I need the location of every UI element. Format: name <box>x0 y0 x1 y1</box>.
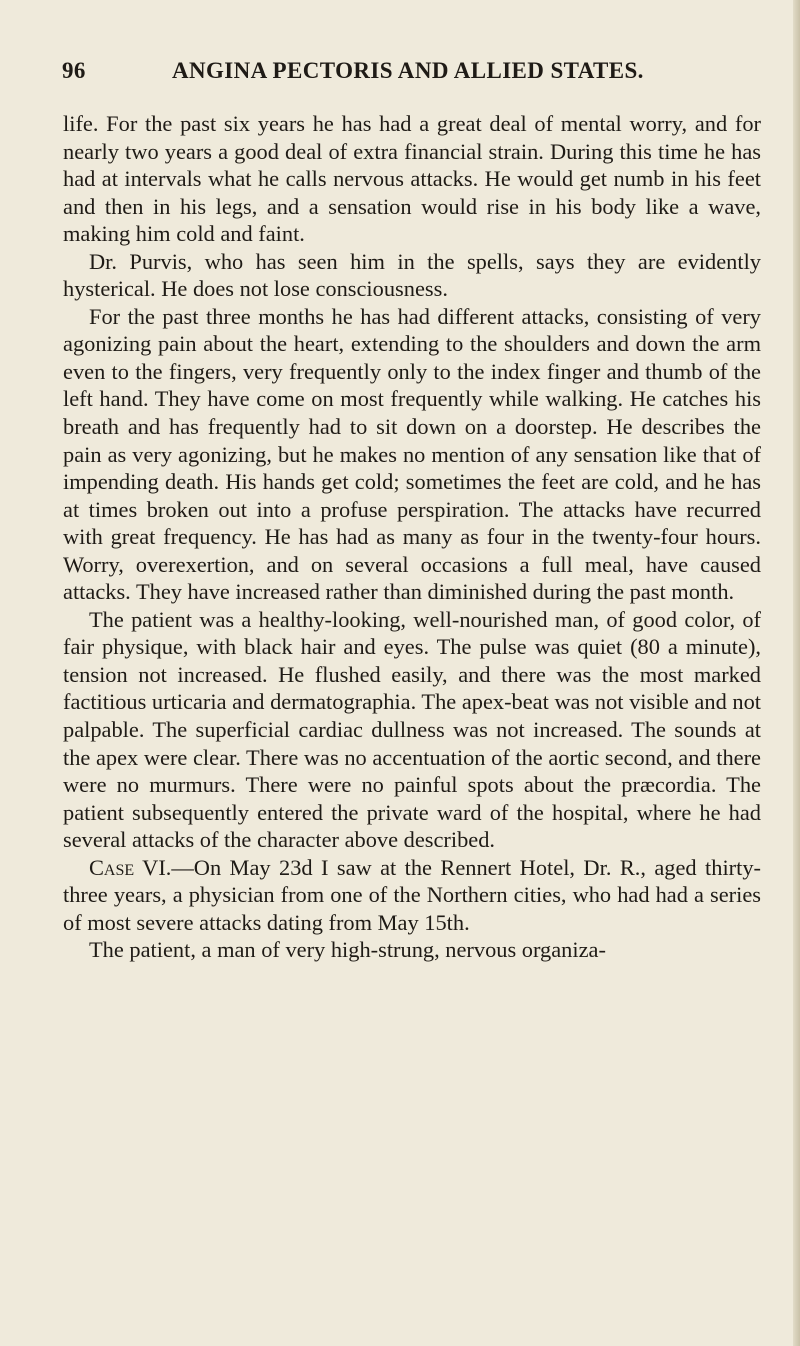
body-text <box>63 110 761 964</box>
paragraph-examination: The patient was a healthy-looking, well-nourished man, of good color, of fair physique, with black hair and eyes. The pulse was quiet (80 a minute), tension not increased. He flushed easily, and there was the most marked factitious urticaria and dermatographia. The apex-beat was not visible and not palpable. The superficial cardiac dullness was not increased. The sounds at the apex were clear. There was no accentuation of the aortic second, and there were no murmurs. There were no painful spots about the præcordia. The patient subsequently entered the private ward of the hospital, where he had several attacks of the character above described. <box>63 606 761 853</box>
running-title: ANGINA PECTORIS AND ALLIED STATES. <box>172 58 644 83</box>
running-head <box>62 58 762 88</box>
case-label: Case VI. <box>89 854 172 880</box>
case-text: —On May 23d I saw at the Rennert Hotel, Dr. R., aged thirty-three years, a physician from one of the Northern cities, who had had a series of most severe attacks dating from May 15th. <box>63 854 761 935</box>
page-edge <box>793 0 800 1346</box>
paragraph-case-vi <box>63 854 761 937</box>
paragraph-continuation: life. For the past six years he has had a great deal of mental worry, and for nearly two years a good deal of extra financial strain. During this time he has had at intervals what he calls nervous attacks. He would get numb in his feet and then in his legs, and a sensation would rise in his body like a wave, making him cold and faint. <box>63 111 761 247</box>
page-number: 96 <box>62 58 86 83</box>
paragraph-attacks: For the past three months he has had different attacks, consisting of very agonizing pain about the heart, extending to the shoulders and down the arm even to the fingers, very frequently only to the index finger and thumb of the left hand. They have come on most frequently while walking. He catches his breath and has frequently had to sit down on a doorstep. He describes the pain as very agonizing, but he makes no mention of any sensation like that of impending death. His hands get cold; sometimes the feet are cold, and he has at times broken out into a profuse perspiration. The attacks have recurred with great frequency. He has had as many as four in the twenty-four hours. Worry, overexertion, and on several occasions a full meal, have caused attacks. They have increased rather than diminished during the past month. <box>63 303 761 605</box>
paragraph-purvis: Dr. Purvis, who has seen him in the spells, says they are evidently hysterical. He does not lose consciousness. <box>63 248 761 302</box>
paragraph-final: The patient, a man of very high-strung, nervous organiza- <box>89 937 606 963</box>
